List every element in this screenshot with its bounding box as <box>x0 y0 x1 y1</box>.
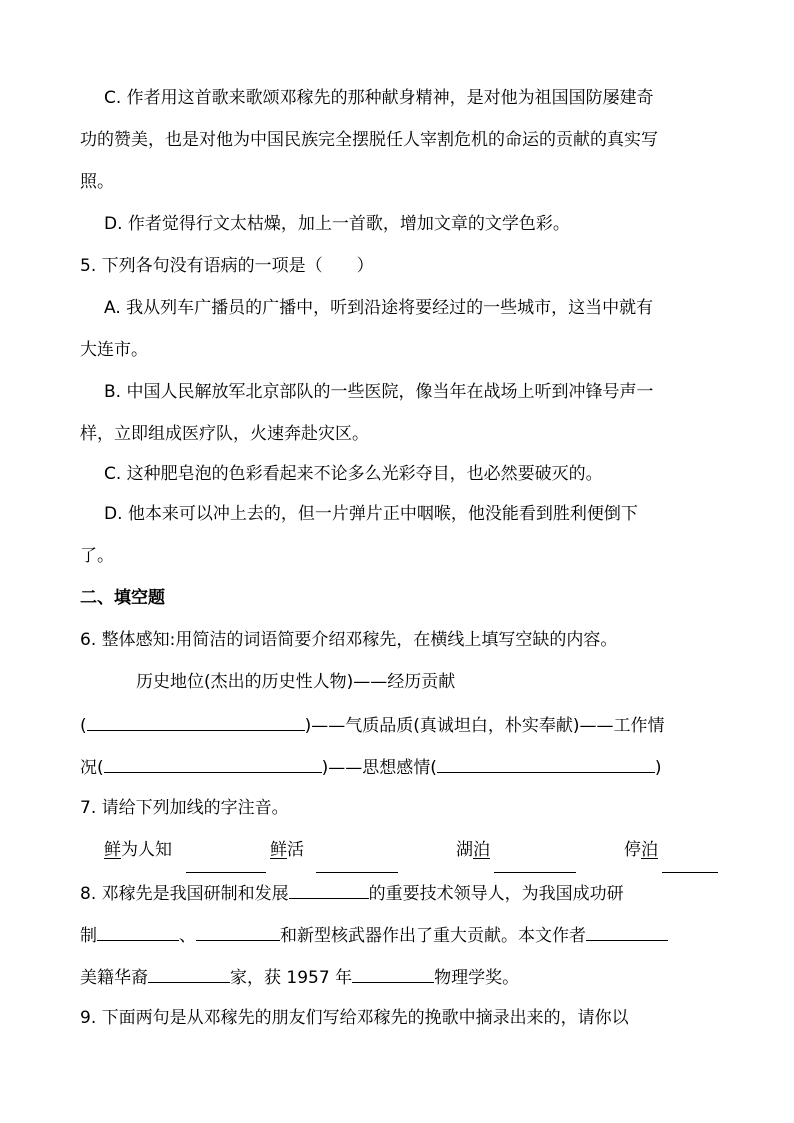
q6-blank-thoughts[interactable] <box>437 754 655 773</box>
q7-word4: 停泊 <box>624 840 658 860</box>
q5-option-c: C. 这种肥皂泡的色彩看起来不论多么光彩夺目，也必然要破灭的。 <box>104 464 603 484</box>
q7-blank-3[interactable] <box>494 854 576 873</box>
q5-option-d-line2: 了。 <box>80 546 114 566</box>
q6-blank-work[interactable] <box>104 754 322 773</box>
q5-option-d-line1: D. 他本来可以冲上去的，但一片弹片正中咽喉，他没能看到胜利便倒下 <box>104 504 638 524</box>
q7-blank-2[interactable] <box>316 854 398 873</box>
q8-blank-5[interactable] <box>148 964 230 983</box>
q7-blank-1[interactable] <box>186 854 266 873</box>
section-heading-fill-blank: 二、填空题 <box>80 588 165 608</box>
q7-blank-4[interactable] <box>662 854 718 873</box>
q7-word3: 湖泊 <box>456 840 490 860</box>
question-5: 5. 下列各句没有语病的一项是（ ） <box>80 256 374 276</box>
question-7: 7. 请给下列加线的字注音。 <box>80 798 289 818</box>
question-6: 6. 整体感知:用简洁的词语简要介绍邓稼先，在横线上填写空缺的内容。 <box>80 630 618 650</box>
q5-option-a-line2: 大连市。 <box>80 340 148 360</box>
question-8-line3: 美籍华裔 家，获 1957 年 物理学奖。 <box>80 964 519 990</box>
q5-option-b-line1: B. 中国人民解放军北京部队的一些医院，像当年在战场上听到冲锋号声一 <box>104 382 654 402</box>
q4-option-d: D. 作者觉得行文太枯燥，加上一首歌，增加文章的文学色彩。 <box>104 214 570 234</box>
q4-option-c-line1: C. 作者用这首歌来歌颂邓稼先的那种献身精神，是对他为祖国国防屡建奇 <box>104 88 654 108</box>
q5-option-b-line2: 样，立即组成医疗队，火速奔赴灾区。 <box>80 424 369 444</box>
q8-blank-6[interactable] <box>352 964 434 983</box>
q4-option-c-line2: 功的赞美，也是对他为中国民族完全摆脱任人宰割危机的命运的贡献的真实写 <box>80 130 658 150</box>
q6-line1: 历史地位(杰出的历史性人物)——经历贡献 <box>136 672 456 692</box>
q8-blank-4[interactable] <box>586 922 668 941</box>
q8-blank-1[interactable] <box>289 880 369 899</box>
q6-blank-experience[interactable] <box>87 712 305 731</box>
q5-option-a-line1: A. 我从列车广播员的广播中，听到沿途将要经过的一些城市，这当中就有 <box>104 298 654 318</box>
q4-option-c-line3: 照。 <box>80 172 114 192</box>
question-8-line2: 制 、 和新型核武器作出了重大贡献。本文作者 <box>80 922 668 948</box>
q6-line3: 况( )——思想感情( ) <box>80 754 662 780</box>
question-9: 9. 下面两句是从邓稼先的朋友们写给邓稼先的挽歌中摘录出来的，请你以 <box>80 1008 629 1028</box>
q6-line2: ( )——气质品质(真诚坦白，朴实奉献)——工作情 <box>80 712 665 738</box>
q7-word1: 鲜为人知 <box>104 840 172 860</box>
question-8-line1: 8. 邓稼先是我国研制和发展 的重要技术领导人，为我国成功研 <box>80 880 624 906</box>
q7-word2: 鲜活 <box>270 840 304 860</box>
q8-blank-2[interactable] <box>97 922 179 941</box>
q8-blank-3[interactable] <box>196 922 280 941</box>
